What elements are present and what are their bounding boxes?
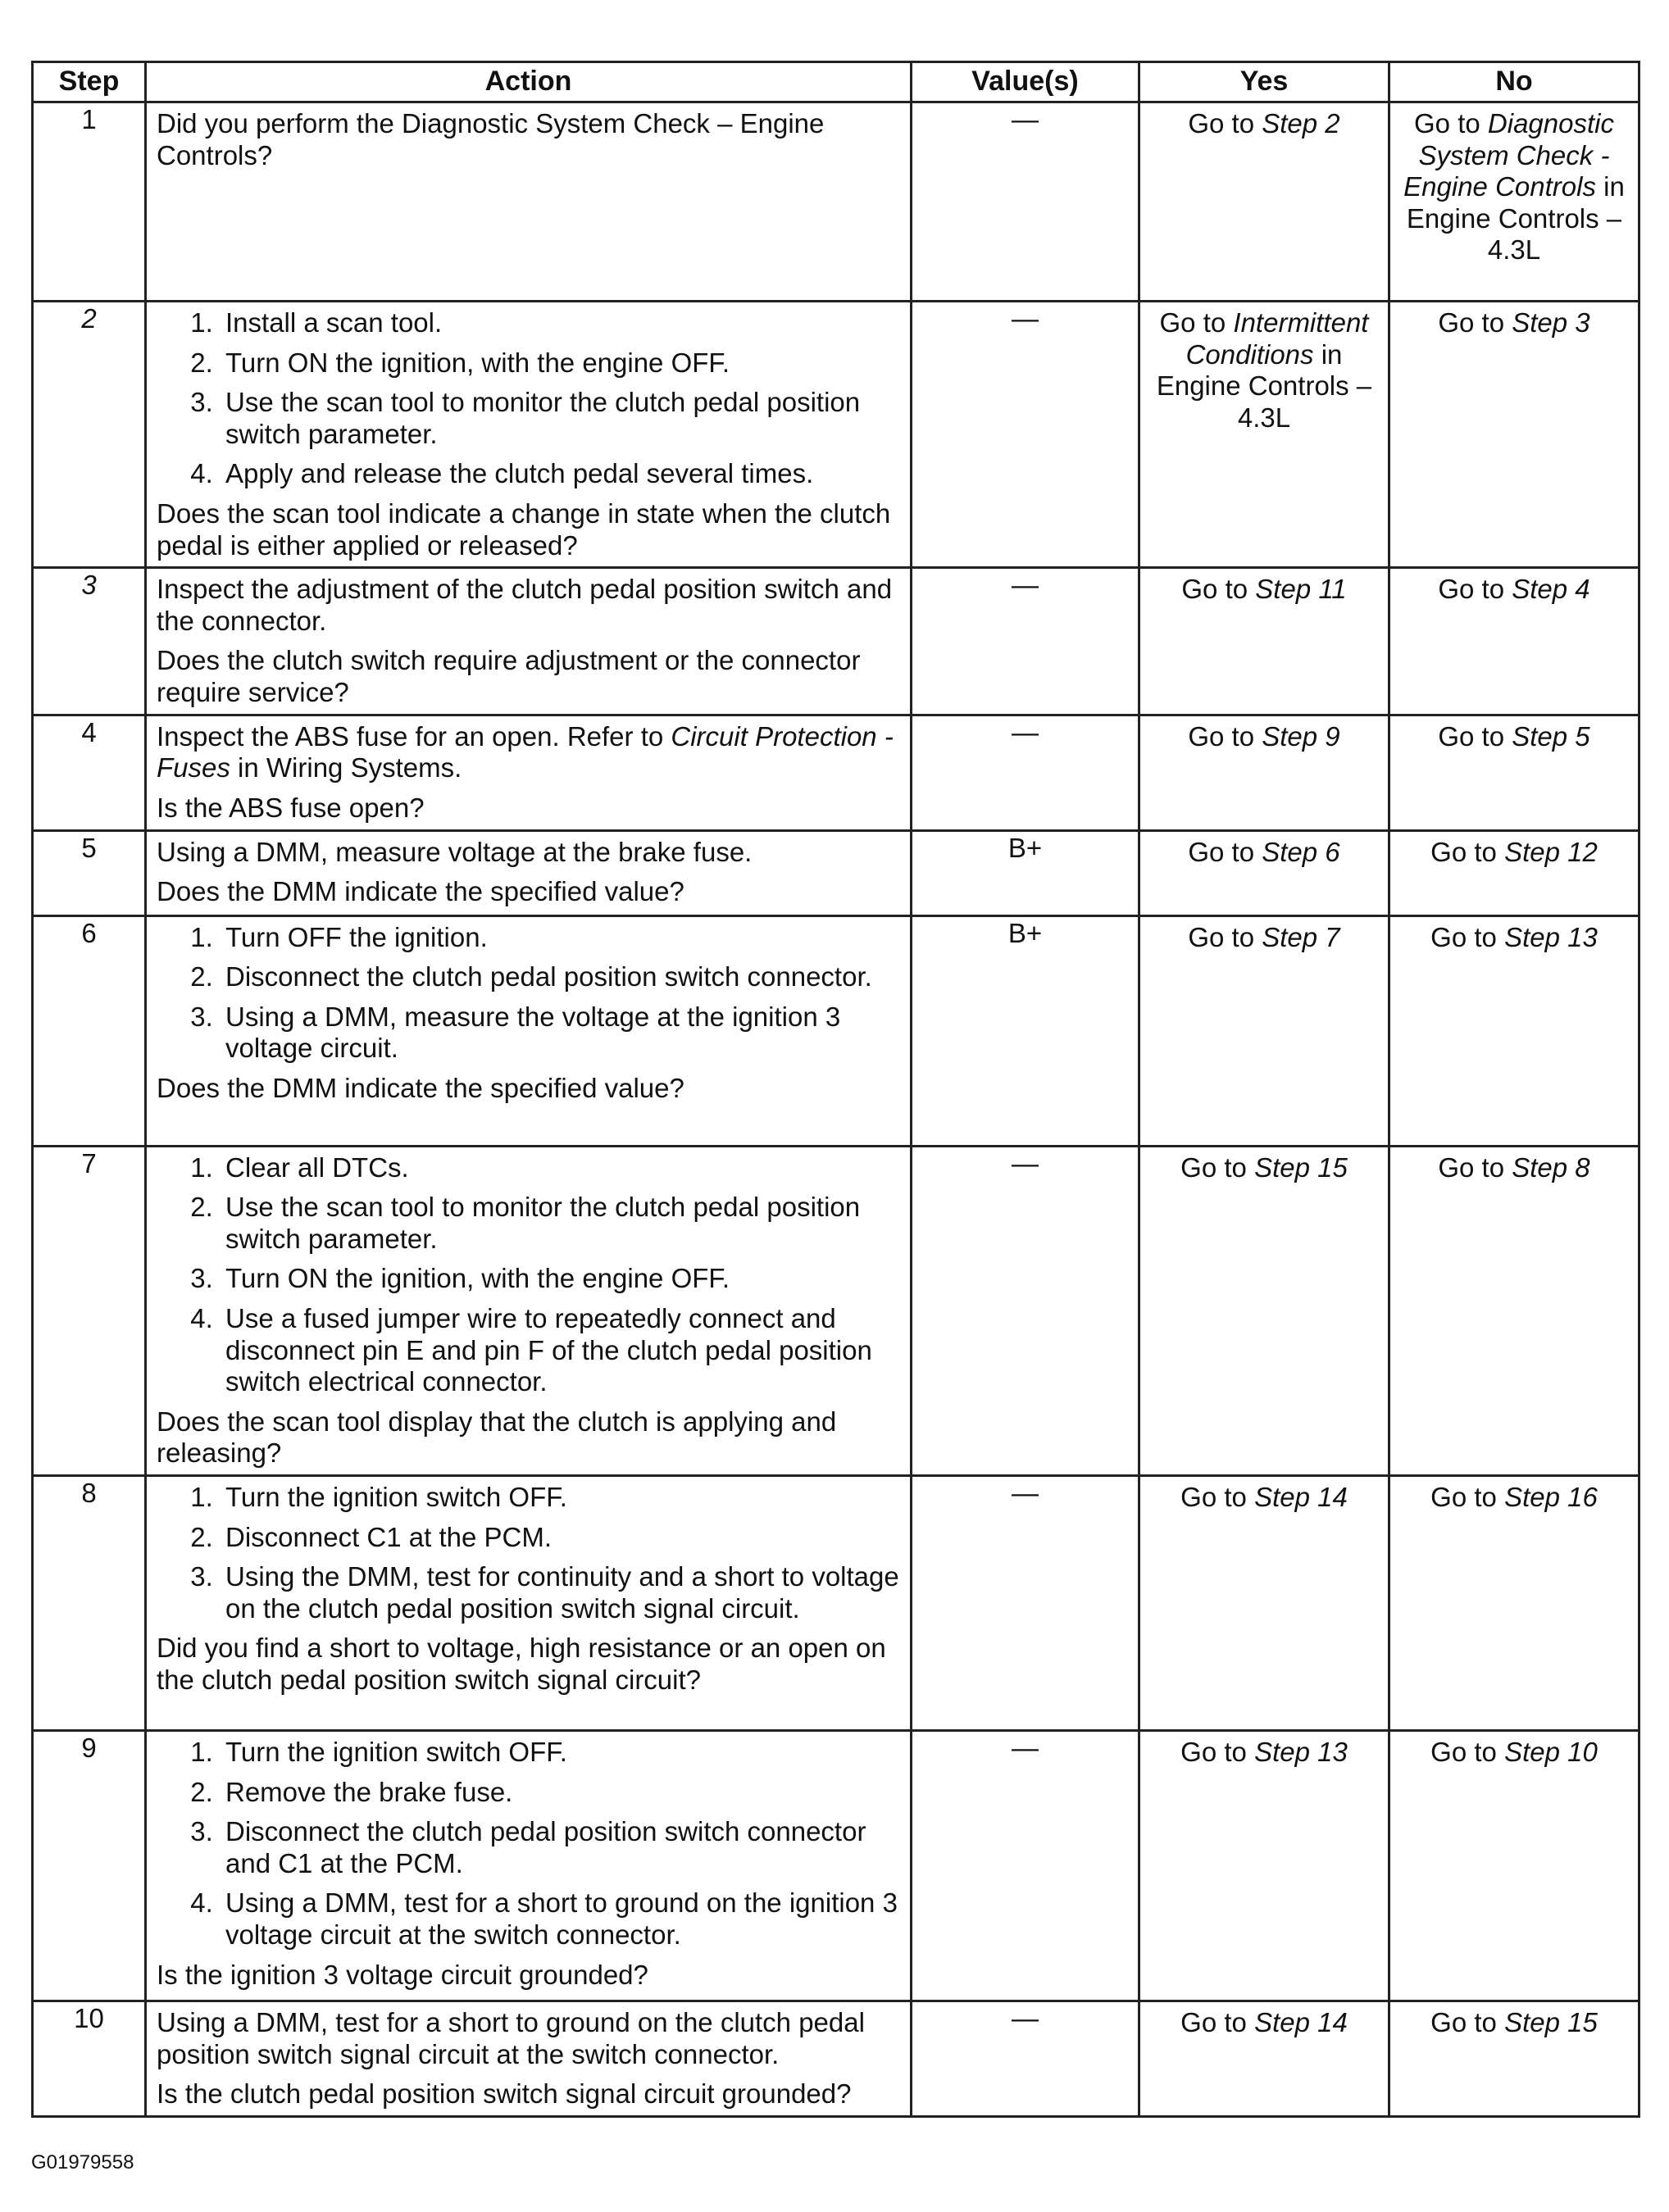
action-paragraph-text: Did you find a short to voltage, high resistance or an open on the clutch pedal position switch signal circuit? [157, 1633, 886, 1696]
header-action: Action [146, 62, 912, 102]
value-cell: — [912, 102, 1139, 302]
action-cell [146, 830, 912, 915]
action-step-text: Using a DMM, measure the voltage at the ignition 3 voltage circuit. [225, 1001, 841, 1064]
action-paragraph-text: Using a DMM, test for a short to ground on the clutch pedal position switch signal circuit at the switch connector. [157, 2007, 865, 2069]
action-step-item [221, 1002, 902, 1065]
yes-text: Go to [1181, 574, 1256, 605]
yes-cell [1139, 2001, 1389, 2117]
action-step-text: Using the DMM, test for continuity and a short to voltage on the clutch pedal position switch signal circuit. [225, 1561, 899, 1624]
step-number: 6 [33, 915, 146, 1146]
yes-text: Step 2 [1262, 108, 1340, 139]
value-cell: — [912, 302, 1139, 568]
yes-text: Go to [1180, 1737, 1255, 1768]
yes-text: Go to [1180, 1151, 1255, 1183]
step-number: 8 [33, 1476, 146, 1731]
action-paragraph-text: Using a DMM, measure voltage at the brake fuse. [157, 836, 753, 867]
header-no: No [1389, 62, 1639, 102]
action-paragraph-text: Is the clutch pedal position switch signal circuit grounded? [157, 2078, 852, 2110]
no-text: Step 13 [1504, 921, 1598, 952]
table-row [33, 915, 1639, 1146]
action-paragraph-text: Does the clutch switch require adjustment or the connector require service? [157, 645, 861, 708]
action-steps-list [157, 1482, 902, 1624]
header-values: Value(s) [912, 62, 1139, 102]
action-step-item [221, 1152, 902, 1184]
yes-text: in Engine Controls – 4.3L [1156, 338, 1372, 433]
action-steps-list [157, 922, 902, 1065]
yes-cell [1139, 102, 1389, 302]
no-cell [1389, 1731, 1639, 2001]
header-step: Step [33, 62, 146, 102]
yes-cell [1139, 830, 1389, 915]
diagnostic-table-page [31, 61, 1638, 2118]
value-cell: — [912, 1146, 1139, 1475]
yes-text: Go to [1180, 2007, 1255, 2038]
yes-cell [1139, 1146, 1389, 1475]
action-paragraph [157, 1633, 902, 1696]
action-steps-list [157, 1152, 902, 1398]
no-text: Go to [1438, 574, 1512, 605]
action-step-item [221, 961, 902, 993]
action-cell [146, 1476, 912, 1731]
value-cell: B+ [912, 915, 1139, 1146]
yes-text: Go to [1159, 307, 1234, 338]
yes-text: Step 11 [1255, 574, 1347, 605]
header-yes: Yes [1139, 62, 1389, 102]
no-text: Step 10 [1504, 1737, 1598, 1768]
action-paragraph-text: Is the ABS fuse open? [157, 792, 425, 823]
action-cell [146, 715, 912, 830]
figure-id: G01979558 [31, 2151, 134, 2173]
action-step-text: Disconnect the clutch pedal position switch connector and C1 at the PCM. [225, 1816, 866, 1878]
action-step-text: Turn the ignition switch OFF. [225, 1482, 567, 1513]
action-paragraph-text: Does the DMM indicate the specified value? [157, 876, 684, 907]
action-step-item [221, 1777, 902, 1809]
action-cell [146, 915, 912, 1146]
no-text: Go to [1430, 921, 1505, 952]
action-paragraph [157, 108, 902, 171]
yes-cell [1139, 302, 1389, 568]
yes-text: Go to [1180, 1482, 1255, 1513]
no-text: Go to [1438, 1151, 1512, 1183]
action-step-item [221, 387, 902, 450]
action-step-item [221, 1522, 902, 1554]
header-row [33, 62, 1639, 102]
action-step-text: Use the scan tool to monitor the clutch pedal position switch parameter. [225, 387, 861, 449]
action-cell [146, 568, 912, 715]
action-paragraph-text: Inspect the adjustment of the clutch pedal position switch and the connector. [157, 574, 893, 636]
yes-text: Step 9 [1262, 720, 1340, 752]
yes-text: Step 13 [1254, 1737, 1348, 1768]
action-paragraph [157, 1960, 902, 1992]
yes-text: Step 6 [1262, 836, 1340, 867]
action-step-text: Use the scan tool to monitor the clutch pedal position switch parameter. [225, 1192, 861, 1254]
action-step-item [221, 458, 902, 490]
no-text: Diagnostic System Check - Engine Controls [1403, 108, 1614, 202]
yes-text: Step 15 [1254, 1151, 1348, 1183]
action-paragraph-text: Did you perform the Diagnostic System Check – Engine Controls? [157, 108, 825, 170]
value-cell: — [912, 2001, 1139, 2117]
yes-text: Go to [1188, 108, 1262, 139]
no-cell [1389, 2001, 1639, 2117]
step-number: 7 [33, 1146, 146, 1475]
action-step-text: Using a DMM, test for a short to ground on the ignition 3 voltage circuit at the switch connector. [225, 1887, 898, 1951]
action-step-item [221, 347, 902, 379]
action-step-text: Apply and release the clutch pedal several times. [225, 458, 814, 489]
yes-text: Step 14 [1254, 2007, 1348, 2038]
action-step-item [221, 1263, 902, 1295]
action-paragraph [157, 1073, 902, 1105]
action-steps-list [157, 307, 902, 490]
action-paragraph [157, 2007, 902, 2070]
no-text: Go to [1438, 720, 1512, 752]
action-step-item [221, 1303, 902, 1398]
step-number: 2 [33, 302, 146, 568]
action-step-item [221, 922, 902, 954]
action-cell [146, 302, 912, 568]
action-paragraph-text: Circuit Protection - Fuses [157, 720, 894, 784]
no-text: in Engine Controls – 4.3L [1406, 171, 1625, 266]
step-number: 1 [33, 102, 146, 302]
action-paragraph [157, 574, 902, 637]
no-text: Step 8 [1512, 1151, 1590, 1183]
step-number: 3 [33, 568, 146, 715]
value-cell: — [912, 1476, 1139, 1731]
yes-cell [1139, 915, 1389, 1146]
no-cell [1389, 915, 1639, 1146]
yes-text: Intermittent Conditions [1185, 307, 1369, 370]
table-row [33, 1146, 1639, 1475]
no-cell [1389, 1476, 1639, 1731]
value-cell: — [912, 1731, 1139, 2001]
table-row [33, 715, 1639, 830]
action-cell [146, 1146, 912, 1475]
action-step-item [221, 1737, 902, 1769]
action-step-text: Install a scan tool. [225, 307, 443, 338]
step-number: 4 [33, 715, 146, 830]
action-paragraph-text: Inspect the ABS fuse for an open. Refer to [157, 720, 671, 752]
no-cell [1389, 830, 1639, 915]
action-step-item [221, 1482, 902, 1514]
yes-cell [1139, 1476, 1389, 1731]
no-text: Step 15 [1504, 2007, 1598, 2038]
table-row [33, 102, 1639, 302]
action-step-text: Disconnect C1 at the PCM. [225, 1521, 552, 1552]
action-step-item [221, 307, 902, 339]
no-text: Go to [1438, 307, 1512, 338]
table-body [33, 102, 1639, 2117]
step-number: 10 [33, 2001, 146, 2117]
no-cell [1389, 568, 1639, 715]
action-step-text: Disconnect the clutch pedal position switch connector. [225, 961, 872, 992]
yes-text: Step 7 [1262, 921, 1340, 952]
action-paragraph [157, 498, 902, 561]
action-paragraph [157, 837, 902, 869]
action-step-text: Turn the ignition switch OFF. [225, 1737, 567, 1768]
table-row [33, 1731, 1639, 2001]
no-text: Go to [1414, 108, 1488, 139]
no-text: Go to [1430, 1737, 1505, 1768]
action-step-text: Turn ON the ignition, with the engine OFF. [225, 1263, 730, 1294]
value-cell: — [912, 715, 1139, 830]
action-cell [146, 1731, 912, 2001]
action-step-item [221, 1887, 902, 1951]
action-paragraph-text: in Wiring Systems. [230, 752, 462, 784]
yes-cell [1139, 568, 1389, 715]
action-step-text: Turn ON the ignition, with the engine OFF. [225, 347, 730, 378]
no-text: Go to [1430, 2007, 1505, 2038]
action-step-text: Clear all DTCs. [225, 1151, 409, 1183]
action-cell [146, 102, 912, 302]
yes-cell [1139, 1731, 1389, 2001]
value-cell: — [912, 568, 1139, 715]
action-paragraph [157, 876, 902, 908]
yes-cell [1139, 715, 1389, 830]
table-row [33, 2001, 1639, 2117]
no-cell [1389, 102, 1639, 302]
action-step-text: Turn OFF the ignition. [225, 921, 488, 952]
no-text: Step 16 [1504, 1482, 1598, 1513]
no-text: Step 4 [1512, 574, 1590, 605]
action-step-text: Remove the brake fuse. [225, 1776, 513, 1807]
step-number: 9 [33, 1731, 146, 2001]
diagnostic-table [31, 61, 1640, 2118]
action-step-item [221, 1561, 902, 1624]
action-paragraph-text: Does the DMM indicate the specified value? [157, 1072, 684, 1103]
table-row [33, 830, 1639, 915]
yes-text: Step 14 [1254, 1482, 1348, 1513]
action-step-item [221, 1816, 902, 1879]
action-steps-list [157, 1737, 902, 1951]
table-row [33, 1476, 1639, 1731]
value-cell: B+ [912, 830, 1139, 915]
action-paragraph [157, 2078, 902, 2110]
action-cell [146, 2001, 912, 2117]
no-text: Go to [1430, 1482, 1505, 1513]
table-row [33, 302, 1639, 568]
action-paragraph [157, 793, 902, 824]
action-step-item [221, 1192, 902, 1255]
action-paragraph [157, 645, 902, 708]
action-paragraph [157, 721, 902, 784]
no-text: Step 3 [1512, 307, 1590, 338]
no-text: Step 12 [1504, 836, 1598, 867]
action-paragraph [157, 1406, 902, 1469]
table-row [33, 568, 1639, 715]
action-paragraph-text: Does the scan tool indicate a change in state when the clutch pedal is either applied or released? [157, 498, 891, 561]
no-cell [1389, 715, 1639, 830]
step-number: 5 [33, 830, 146, 915]
no-text: Step 5 [1512, 720, 1590, 752]
yes-text: Go to [1188, 720, 1262, 752]
no-text: Go to [1430, 836, 1505, 867]
yes-text: Go to [1188, 836, 1262, 867]
action-paragraph-text: Is the ignition 3 voltage circuit grounded? [157, 1959, 648, 1990]
yes-text: Go to [1188, 921, 1262, 952]
action-paragraph-text: Does the scan tool display that the clutch is applying and releasing? [157, 1406, 837, 1469]
no-cell [1389, 1146, 1639, 1475]
action-step-text: Use a fused jumper wire to repeatedly connect and disconnect pin E and pin F of the clutch pedal position switch electrical connector. [225, 1302, 872, 1397]
no-cell [1389, 302, 1639, 568]
